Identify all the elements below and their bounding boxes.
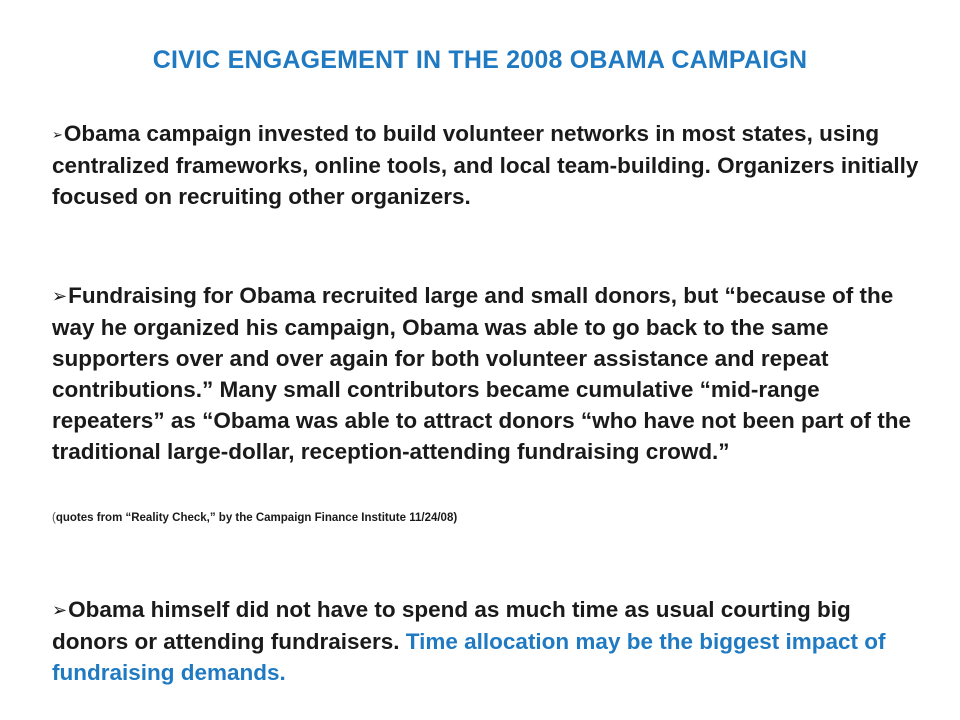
arrowhead-bullet-icon: ➢ xyxy=(52,600,68,620)
bullet-item xyxy=(52,280,932,467)
source-note xyxy=(52,512,457,524)
arrowhead-bullet-icon: ➢ xyxy=(52,286,68,306)
source-text: quotes from “Reality Check,” by the Campaign Finance Institute 11/24/08) xyxy=(55,512,458,524)
source-open-paren: ( xyxy=(52,512,56,524)
slide-title: CIVIC ENGAGEMENT IN THE 2008 OBAMA CAMPAIGN xyxy=(152,46,808,74)
bullet-text: Fundraising for Obama recruited large and small donors, but “because of the way he organized his campaign, Obama was able to go back to the same supporters over and over again for both volunteer assistance and repeat contributions.” Many small contributors became cumulative “mid-range repeaters” as “Obama was able to attract donors “who have not been part of the traditional large-dollar, reception-attending fundraising crowd.” xyxy=(52,283,911,464)
bullet-text: Obama himself did not have to spend as much time as usual courting big donors or attending fundraisers. xyxy=(52,597,851,654)
bullet-item xyxy=(52,118,932,212)
bullet-text: Obama campaign invested to build volunteer networks in most states, using centralized frameworks, online tools, and local team-building. Organizers initially focused on recruiting other organizers. xyxy=(52,121,919,209)
arrowhead-bullet-icon: ➢ xyxy=(52,127,63,142)
bullet-item xyxy=(52,594,932,688)
bullet-highlight-text: Time allocation may be the biggest impact of fundraising demands. xyxy=(52,629,886,685)
